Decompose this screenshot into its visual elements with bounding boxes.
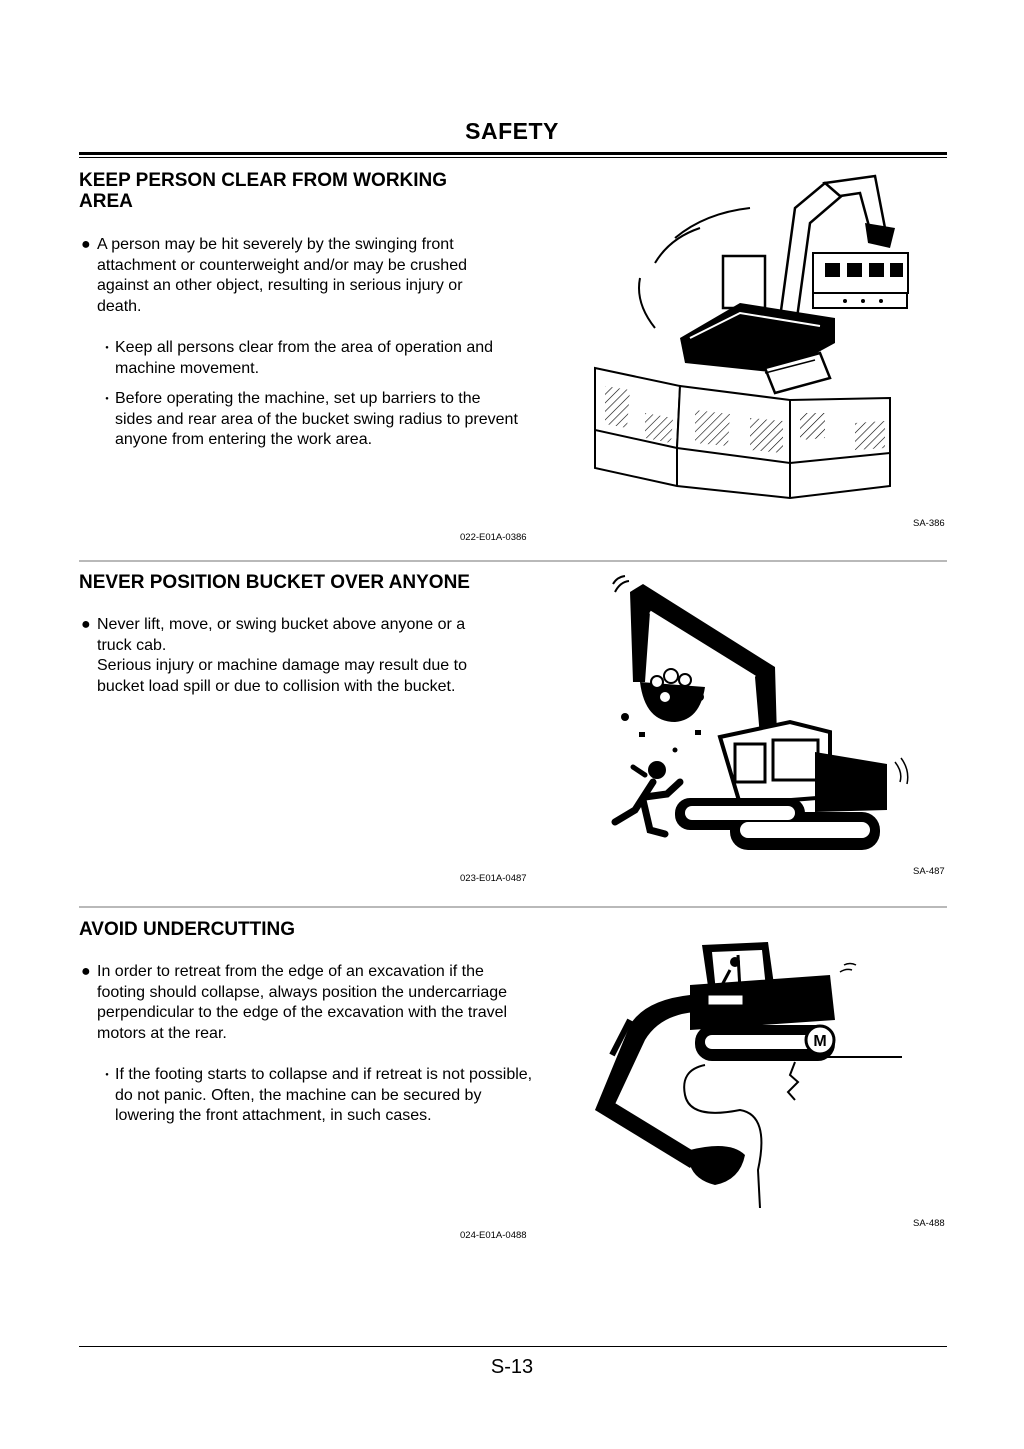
sub-bullet-dot: ・ xyxy=(100,391,114,407)
section-divider xyxy=(79,560,947,562)
bullet-dot: ● xyxy=(81,963,91,980)
bucket-over-person-illustration xyxy=(605,572,905,857)
header-rule-thin xyxy=(79,157,947,158)
section-heading-avoid-undercutting: AVOID UNDERCUTTING xyxy=(79,919,296,940)
document-code: 023-E01A-0487 xyxy=(460,873,527,884)
header-rule-thick xyxy=(79,152,947,155)
undercutting-illustration xyxy=(590,940,910,1210)
document-code: 022-E01A-0386 xyxy=(460,532,527,543)
motor-badge-text: M xyxy=(813,1033,827,1050)
figure-label: SA-386 xyxy=(913,518,945,529)
sub-bullet-text: Before operating the machine, set up barriers to the sides and rear area of the bucket swing radius to prevent anyone from entering the work area. xyxy=(115,390,518,449)
sub-bullet-dot: ・ xyxy=(100,340,114,356)
page-title: SAFETY xyxy=(465,118,559,144)
document-code: 024-E01A-0488 xyxy=(460,1230,527,1241)
figure-label: SA-488 xyxy=(913,1218,945,1229)
bullet-dot: ● xyxy=(81,616,91,633)
bullet-text-continued: Serious injury or machine damage may result due to bucket load spill or due to collision with the bucket. xyxy=(97,657,467,695)
sub-bullet-text: Keep all persons clear from the area of operation and machine movement. xyxy=(115,339,494,377)
section-divider xyxy=(79,906,947,908)
figure-label: SA-487 xyxy=(913,866,945,877)
sub-bullet-dot: ・ xyxy=(100,1067,114,1083)
bullet-text: In order to retreat from the edge of an excavation if the footing should collapse, always position the undercarriage perpendicular to the edge of the excavation with the travel motors at the rear. xyxy=(97,963,508,1042)
bullet-text: Never lift, move, or swing bucket above anyone or a truck cab. xyxy=(97,616,466,654)
section-heading-never-position: NEVER POSITION BUCKET OVER ANYONE xyxy=(79,572,470,593)
sub-bullet-text: If the footing starts to collapse and if retreat is not possible, do not panic. Often, the machine can be secured by lowering the front attachment, in such cases. xyxy=(115,1066,533,1125)
footer-rule xyxy=(79,1346,947,1347)
section-heading-keep-clear: KEEP PERSON CLEAR FROM WORKING AREA xyxy=(79,170,448,212)
bullet-dot: ● xyxy=(81,236,91,253)
page-number: S-13 xyxy=(490,1356,534,1378)
bullet-text: A person may be hit severely by the swinging front attachment or counterweight and/or may be crushed against an other object, resulting in serious injury or death. xyxy=(97,236,467,315)
excavator-barrier-illustration xyxy=(585,168,915,513)
